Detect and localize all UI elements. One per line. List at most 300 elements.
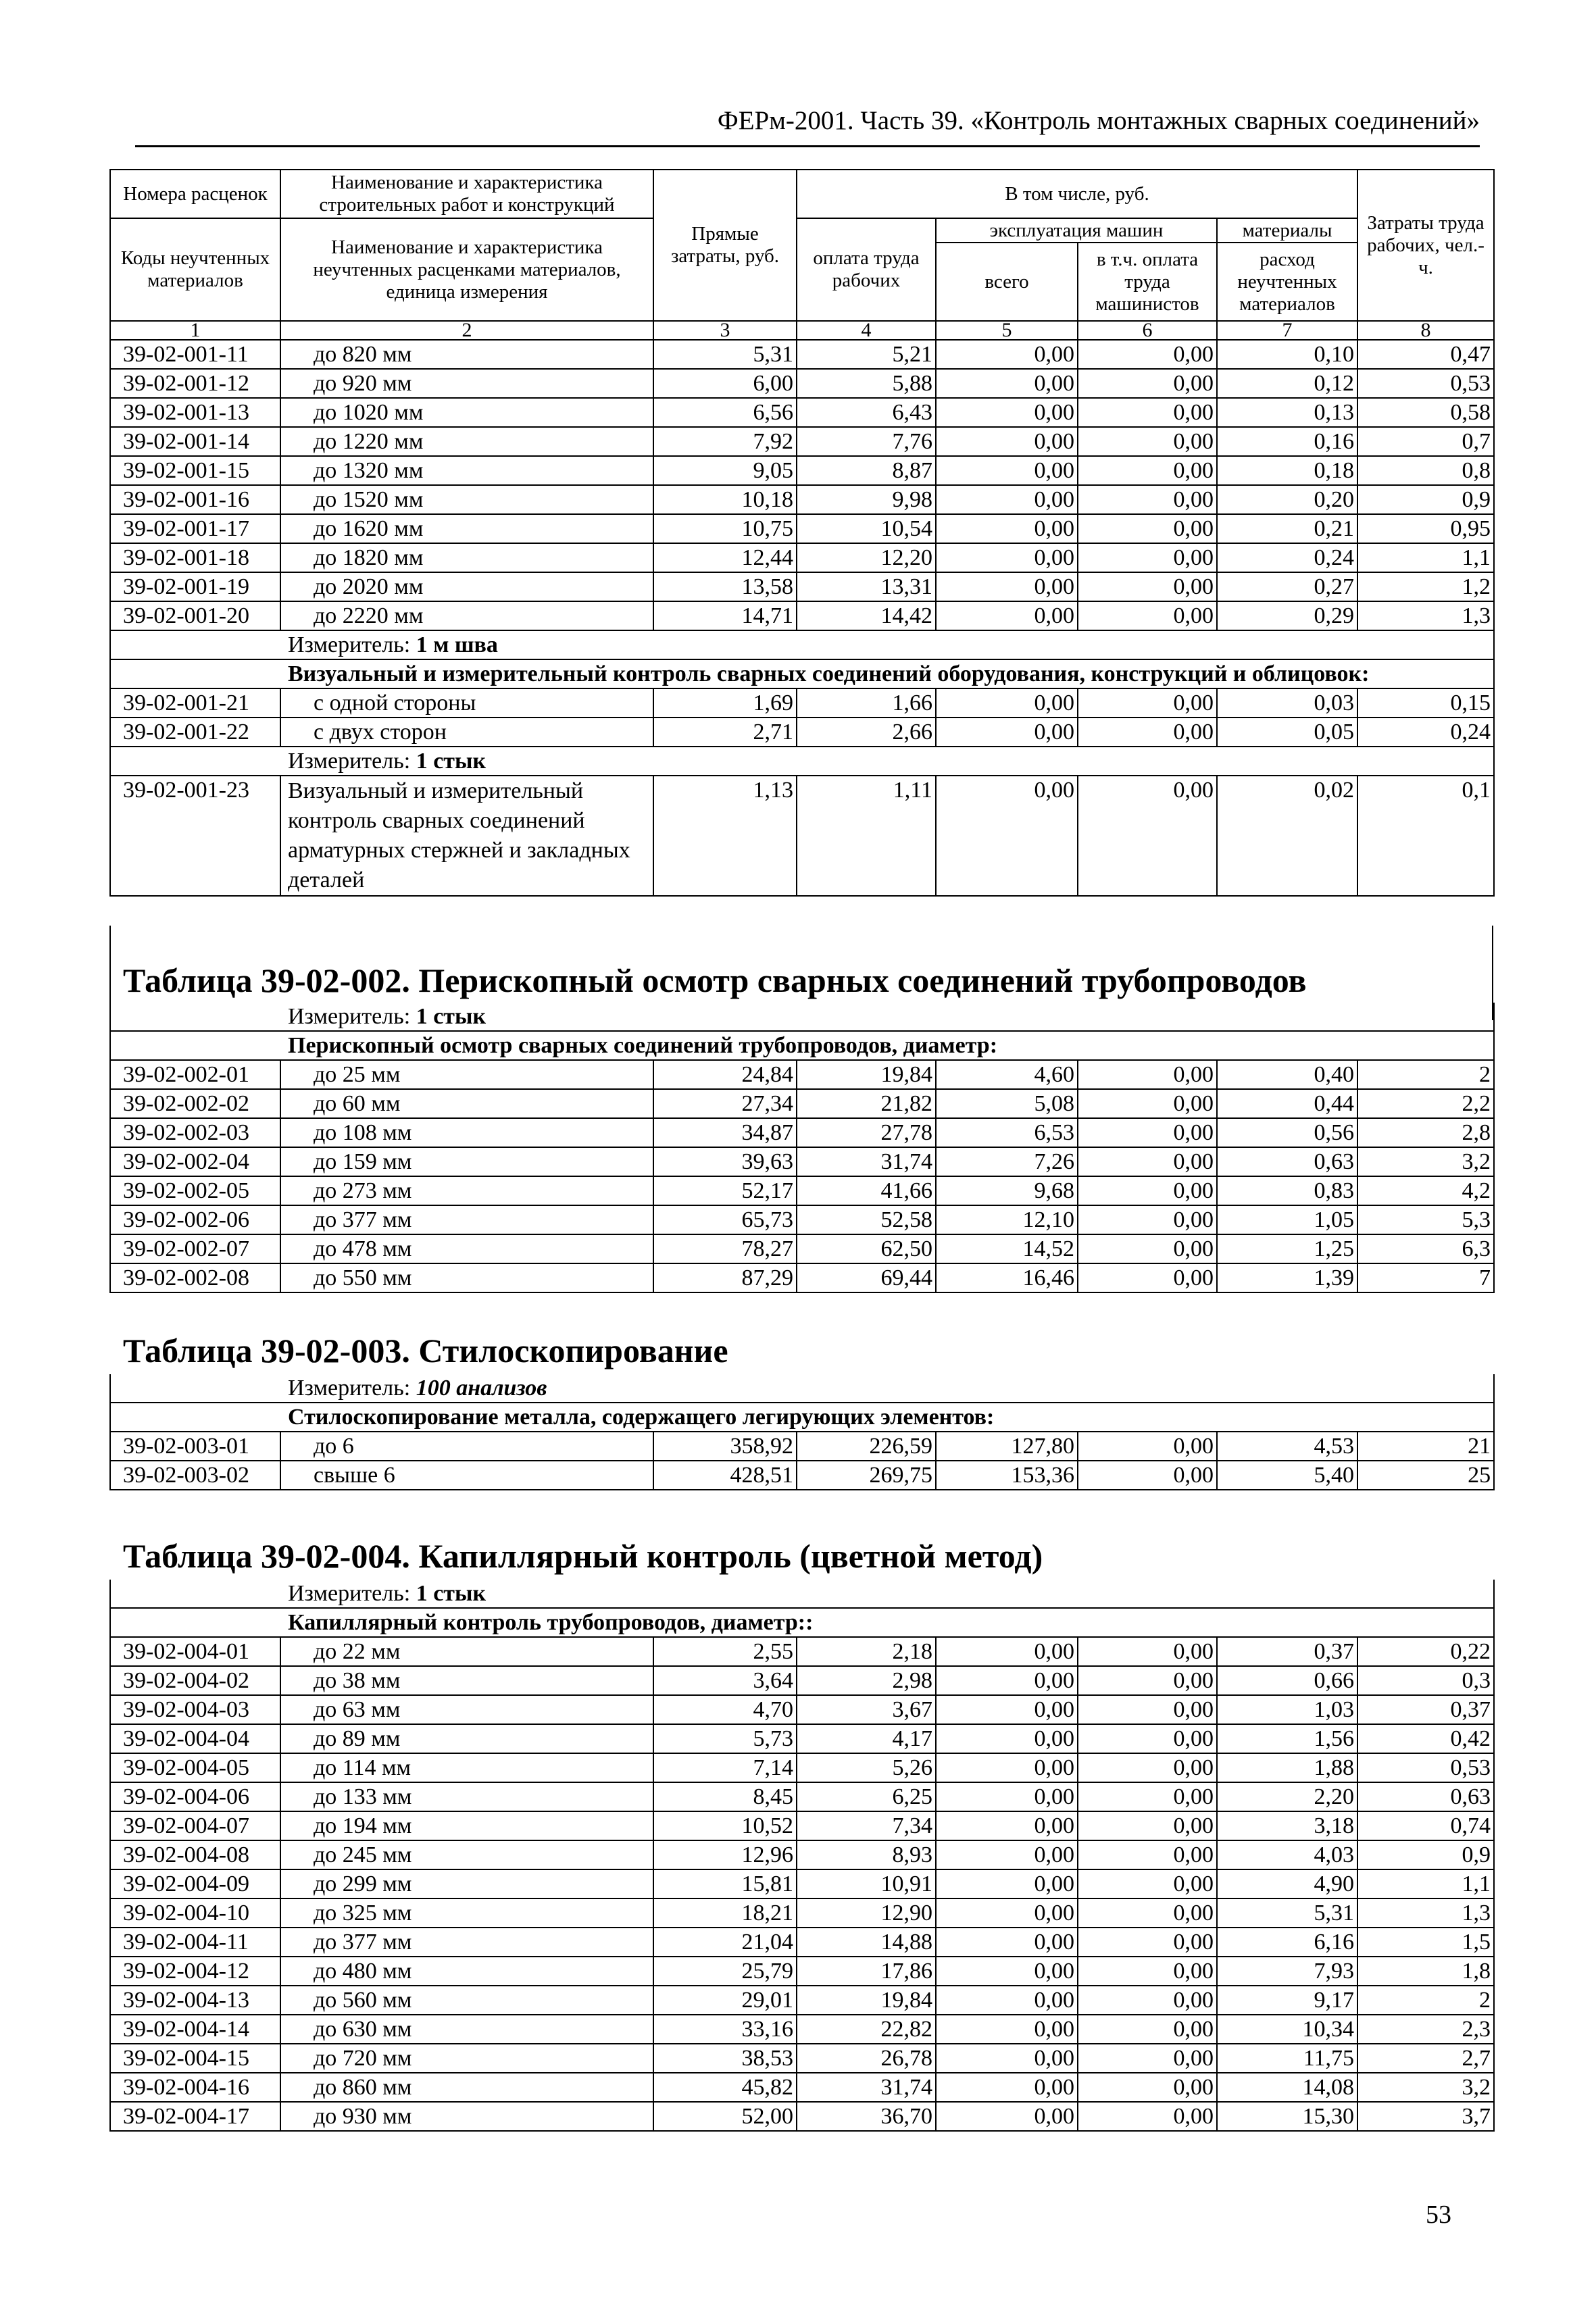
work-name-cell: до 159 мм: [280, 1147, 653, 1176]
rate-code-cell: 39-02-002-03: [110, 1118, 280, 1147]
labor-hours-cell: 0,8: [1357, 456, 1494, 485]
direct-costs-cell: 3,64: [653, 1666, 797, 1695]
worker-pay-cell: 69,44: [797, 1263, 936, 1292]
labor-hours-cell: 0,24: [1357, 718, 1494, 747]
rate-code-cell: 39-02-004-12: [110, 1957, 280, 1986]
rate-code-cell: 39-02-004-14: [110, 2015, 280, 2044]
column-number: 3: [653, 321, 797, 340]
labor-hours-cell: 3,7: [1357, 2102, 1494, 2131]
rate-code-cell: 39-02-004-09: [110, 1869, 280, 1898]
work-name-cell: до 22 мм: [280, 1637, 653, 1666]
worker-pay-cell: 1,11: [797, 776, 936, 896]
direct-costs-cell: 34,87: [653, 1118, 797, 1147]
rate-code-cell: 39-02-004-16: [110, 2073, 280, 2102]
meter-line: Измеритель: 1 стык: [110, 1003, 1494, 1031]
labor-hours-cell: 5,3: [1357, 1205, 1494, 1234]
machinist-pay-cell: 0,00: [1078, 1782, 1217, 1811]
col-head-worker-pay: оплата труда рабочих: [797, 218, 936, 321]
work-name-cell: до 60 мм: [280, 1089, 653, 1118]
machinist-pay-cell: 0,00: [1078, 1811, 1217, 1840]
machines-total-cell: 0,00: [936, 514, 1078, 543]
table-row: [110, 1724, 1494, 1753]
direct-costs-cell: 10,18: [653, 485, 797, 514]
machines-total-cell: 0,00: [936, 427, 1078, 456]
column-number: 5: [936, 321, 1078, 340]
table-row: [110, 1205, 1494, 1234]
machines-total-cell: 0,00: [936, 572, 1078, 601]
materials-cell: 0,83: [1217, 1176, 1357, 1205]
machinist-pay-cell: 0,00: [1078, 776, 1217, 896]
work-name-cell: до 1220 мм: [280, 427, 653, 456]
rate-code-cell: 39-02-004-11: [110, 1928, 280, 1957]
work-name-cell: свыше 6: [280, 1461, 653, 1490]
rate-code-cell: 39-02-001-20: [110, 601, 280, 630]
work-name-cell: до 63 мм: [280, 1695, 653, 1724]
worker-pay-cell: 9,98: [797, 485, 936, 514]
materials-cell: 0,16: [1217, 427, 1357, 456]
machines-total-cell: 0,00: [936, 1898, 1078, 1928]
worker-pay-cell: 1,66: [797, 688, 936, 718]
rate-code-cell: 39-02-004-05: [110, 1753, 280, 1782]
worker-pay-cell: 7,34: [797, 1811, 936, 1840]
column-number: 1: [110, 321, 280, 340]
materials-cell: 4,53: [1217, 1432, 1357, 1461]
work-name-cell: до 89 мм: [280, 1724, 653, 1753]
direct-costs-cell: 29,01: [653, 1986, 797, 2015]
machines-total-cell: 153,36: [936, 1461, 1078, 1490]
direct-costs-cell: 39,63: [653, 1147, 797, 1176]
meter-line: Измеритель: 1 м шва: [110, 630, 1494, 659]
materials-cell: 0,27: [1217, 572, 1357, 601]
machinist-pay-cell: 0,00: [1078, 340, 1217, 369]
machinist-pay-cell: 0,00: [1078, 1263, 1217, 1292]
worker-pay-cell: 52,58: [797, 1205, 936, 1234]
labor-hours-cell: 6,3: [1357, 1234, 1494, 1263]
materials-cell: 3,18: [1217, 1811, 1357, 1840]
machinist-pay-cell: 0,00: [1078, 1869, 1217, 1898]
work-name-cell: до 480 мм: [280, 1957, 653, 1986]
worker-pay-cell: 27,78: [797, 1118, 936, 1147]
worker-pay-cell: 6,25: [797, 1782, 936, 1811]
labor-hours-cell: 2,8: [1357, 1118, 1494, 1147]
machinist-pay-cell: 0,00: [1078, 1637, 1217, 1666]
table-row: [110, 1461, 1494, 1490]
direct-costs-cell: 52,00: [653, 2102, 797, 2131]
rates-table-39-02-002: [109, 1003, 1495, 1293]
direct-costs-cell: 65,73: [653, 1205, 797, 1234]
rate-code-cell: 39-02-004-04: [110, 1724, 280, 1753]
direct-costs-cell: 12,96: [653, 1840, 797, 1869]
labor-hours-cell: 0,53: [1357, 1753, 1494, 1782]
table-row: [110, 1695, 1494, 1724]
labor-hours-cell: 0,9: [1357, 485, 1494, 514]
rate-code-cell: 39-02-001-18: [110, 543, 280, 572]
machinist-pay-cell: 0,00: [1078, 1957, 1217, 1986]
machinist-pay-cell: 0,00: [1078, 1234, 1217, 1263]
machinist-pay-cell: 0,00: [1078, 398, 1217, 427]
page-number: 53: [1426, 2200, 1451, 2229]
rate-code-cell: 39-02-002-05: [110, 1176, 280, 1205]
machines-total-cell: 5,08: [936, 1089, 1078, 1118]
work-name-cell: до 560 мм: [280, 1986, 653, 2015]
section-heading: Капиллярный контроль трубопроводов, диаметр::: [110, 1608, 1494, 1637]
direct-costs-cell: 10,52: [653, 1811, 797, 1840]
rate-code-cell: 39-02-001-19: [110, 572, 280, 601]
materials-cell: 14,08: [1217, 2073, 1357, 2102]
table-row: [110, 1928, 1494, 1957]
work-name-cell: до 550 мм: [280, 1263, 653, 1292]
labor-hours-cell: 1,2: [1357, 572, 1494, 601]
labor-hours-cell: 2: [1357, 1060, 1494, 1089]
labor-hours-cell: 0,74: [1357, 1811, 1494, 1840]
work-name-cell: до 133 мм: [280, 1782, 653, 1811]
table-row: [110, 427, 1494, 456]
direct-costs-cell: 5,73: [653, 1724, 797, 1753]
work-name-cell: до 245 мм: [280, 1840, 653, 1869]
worker-pay-cell: 22,82: [797, 2015, 936, 2044]
direct-costs-cell: 27,34: [653, 1089, 797, 1118]
work-name-cell: до 630 мм: [280, 2015, 653, 2044]
materials-cell: 10,34: [1217, 2015, 1357, 2044]
worker-pay-cell: 2,18: [797, 1637, 936, 1666]
table-row: [110, 340, 1494, 369]
work-name-cell: до 273 мм: [280, 1176, 653, 1205]
work-name-cell: до 25 мм: [280, 1060, 653, 1089]
machinist-pay-cell: 0,00: [1078, 485, 1217, 514]
machinist-pay-cell: 0,00: [1078, 456, 1217, 485]
table-row: [110, 1666, 1494, 1695]
machines-total-cell: 4,60: [936, 1060, 1078, 1089]
materials-cell: 1,25: [1217, 1234, 1357, 1263]
direct-costs-cell: 6,00: [653, 369, 797, 398]
materials-cell: 9,17: [1217, 1986, 1357, 2015]
worker-pay-cell: 2,66: [797, 718, 936, 747]
direct-costs-cell: 8,45: [653, 1782, 797, 1811]
labor-hours-cell: 25: [1357, 1461, 1494, 1490]
direct-costs-cell: 18,21: [653, 1898, 797, 1928]
work-name-cell: до 1620 мм: [280, 514, 653, 543]
labor-hours-cell: 21: [1357, 1432, 1494, 1461]
machinist-pay-cell: 0,00: [1078, 369, 1217, 398]
labor-hours-cell: 0,95: [1357, 514, 1494, 543]
table-row: [110, 1869, 1494, 1898]
machines-total-cell: 0,00: [936, 369, 1078, 398]
materials-cell: 0,21: [1217, 514, 1357, 543]
section-heading: Перископный осмотр сварных соединений трубопроводов, диаметр:: [110, 1031, 1494, 1060]
direct-costs-cell: 1,13: [653, 776, 797, 896]
col-head-machines: эксплуатация машин: [936, 218, 1217, 243]
work-name-cell: до 325 мм: [280, 1898, 653, 1928]
machinist-pay-cell: 0,00: [1078, 688, 1217, 718]
materials-cell: 0,05: [1217, 718, 1357, 747]
machines-total-cell: 9,68: [936, 1176, 1078, 1205]
direct-costs-cell: 428,51: [653, 1461, 797, 1490]
machinist-pay-cell: 0,00: [1078, 2015, 1217, 2044]
rate-code-cell: 39-02-004-01: [110, 1637, 280, 1666]
machines-total-cell: 0,00: [936, 1957, 1078, 1986]
materials-cell: 7,93: [1217, 1957, 1357, 1986]
work-name-cell: до 478 мм: [280, 1234, 653, 1263]
labor-hours-cell: 2,2: [1357, 1089, 1494, 1118]
labor-hours-cell: 2: [1357, 1986, 1494, 2015]
labor-hours-cell: 0,22: [1357, 1637, 1494, 1666]
work-name-cell: до 38 мм: [280, 1666, 653, 1695]
machinist-pay-cell: 0,00: [1078, 2073, 1217, 2102]
machines-total-cell: 0,00: [936, 485, 1078, 514]
rate-code-cell: 39-02-001-22: [110, 718, 280, 747]
work-name-cell: до 860 мм: [280, 2073, 653, 2102]
work-name-cell: до 720 мм: [280, 2044, 653, 2073]
work-name-cell: до 377 мм: [280, 1928, 653, 1957]
labor-hours-cell: 0,15: [1357, 688, 1494, 718]
table-row: [110, 1782, 1494, 1811]
direct-costs-cell: 7,92: [653, 427, 797, 456]
col-head-machinist-pay: в т.ч. оплата труда машинистов: [1078, 243, 1217, 321]
labor-hours-cell: 4,2: [1357, 1176, 1494, 1205]
labor-hours-cell: 1,1: [1357, 543, 1494, 572]
direct-costs-cell: 87,29: [653, 1263, 797, 1292]
table-title-39-02-003: Таблица 39-02-003. Стилоскопирование: [123, 1332, 728, 1369]
table-row: [110, 1147, 1494, 1176]
col-head-labor-hours: Затраты труда рабочих, чел.-ч.: [1357, 170, 1494, 321]
section-heading: Стилоскопирование металла, содержащего легирующих элементов:: [110, 1403, 1494, 1432]
machinist-pay-cell: 0,00: [1078, 1928, 1217, 1957]
machines-total-cell: 0,00: [936, 1869, 1078, 1898]
meter-line: Измеритель: 100 анализов: [110, 1374, 1494, 1403]
worker-pay-cell: 8,87: [797, 456, 936, 485]
rate-code-cell: 39-02-003-02: [110, 1461, 280, 1490]
materials-cell: 0,63: [1217, 1147, 1357, 1176]
col-head-name-bottom: Наименование и характеристика неучтенных расценками материалов, единица измерения: [280, 218, 653, 321]
table-row: [110, 369, 1494, 398]
worker-pay-cell: 5,21: [797, 340, 936, 369]
col-head-including: В том числе, руб.: [797, 170, 1357, 218]
rate-code-cell: 39-02-001-23: [110, 776, 280, 896]
rate-code-cell: 39-02-001-12: [110, 369, 280, 398]
labor-hours-cell: 1,1: [1357, 1869, 1494, 1898]
direct-costs-cell: 2,71: [653, 718, 797, 747]
work-name-cell: до 820 мм: [280, 340, 653, 369]
rate-code-cell: 39-02-004-07: [110, 1811, 280, 1840]
labor-hours-cell: 1,8: [1357, 1957, 1494, 1986]
rates-table-39-02-001: [109, 169, 1495, 897]
work-name-cell: до 2020 мм: [280, 572, 653, 601]
labor-hours-cell: 1,5: [1357, 1928, 1494, 1957]
work-name-cell: с одной стороны: [280, 688, 653, 718]
labor-hours-cell: 3,2: [1357, 1147, 1494, 1176]
direct-costs-cell: 358,92: [653, 1432, 797, 1461]
machines-total-cell: 14,52: [936, 1234, 1078, 1263]
materials-cell: 4,90: [1217, 1869, 1357, 1898]
rate-code-cell: 39-02-002-07: [110, 1234, 280, 1263]
labor-hours-cell: 1,3: [1357, 1898, 1494, 1928]
materials-cell: 5,40: [1217, 1461, 1357, 1490]
column-number: 6: [1078, 321, 1217, 340]
labor-hours-cell: 1,3: [1357, 601, 1494, 630]
machinist-pay-cell: 0,00: [1078, 1205, 1217, 1234]
table-row: [110, 1811, 1494, 1840]
materials-cell: 0,37: [1217, 1637, 1357, 1666]
machines-total-cell: 0,00: [936, 1637, 1078, 1666]
materials-cell: 11,75: [1217, 2044, 1357, 2073]
materials-cell: 1,56: [1217, 1724, 1357, 1753]
rate-code-cell: 39-02-002-06: [110, 1205, 280, 1234]
table-row: [110, 543, 1494, 572]
worker-pay-cell: 19,84: [797, 1986, 936, 2015]
machinist-pay-cell: 0,00: [1078, 427, 1217, 456]
rate-code-cell: 39-02-001-17: [110, 514, 280, 543]
table-row: [110, 1176, 1494, 1205]
col-head-direct-costs: Прямые затраты, руб.: [653, 170, 797, 321]
machinist-pay-cell: 0,00: [1078, 1089, 1217, 1118]
direct-costs-cell: 4,70: [653, 1695, 797, 1724]
direct-costs-cell: 14,71: [653, 601, 797, 630]
machinist-pay-cell: 0,00: [1078, 1898, 1217, 1928]
machinist-pay-cell: 0,00: [1078, 1461, 1217, 1490]
table-row: [110, 1089, 1494, 1118]
rate-code-cell: 39-02-004-17: [110, 2102, 280, 2131]
work-name-cell: до 2220 мм: [280, 601, 653, 630]
materials-cell: 0,20: [1217, 485, 1357, 514]
materials-cell: 2,20: [1217, 1782, 1357, 1811]
worker-pay-cell: 13,31: [797, 572, 936, 601]
machines-total-cell: 0,00: [936, 1724, 1078, 1753]
materials-cell: 0,56: [1217, 1118, 1357, 1147]
table-row: [110, 2073, 1494, 2102]
section-heading: Визуальный и измерительный контроль сварных соединений оборудования, конструкций и облицовок:: [110, 659, 1494, 688]
table-row: [110, 718, 1494, 747]
work-name-cell: до 299 мм: [280, 1869, 653, 1898]
materials-cell: 5,31: [1217, 1898, 1357, 1928]
rate-code-cell: 39-02-004-10: [110, 1898, 280, 1928]
rate-code-cell: 39-02-001-13: [110, 398, 280, 427]
rate-code-cell: 39-02-004-08: [110, 1840, 280, 1869]
col-head-materials: материалы: [1217, 218, 1357, 243]
rate-code-cell: 39-02-001-16: [110, 485, 280, 514]
materials-cell: 1,05: [1217, 1205, 1357, 1234]
worker-pay-cell: 31,74: [797, 1147, 936, 1176]
work-name-cell: до 1020 мм: [280, 398, 653, 427]
table-row: [110, 1986, 1494, 2015]
worker-pay-cell: 17,86: [797, 1957, 936, 1986]
labor-hours-cell: 0,58: [1357, 398, 1494, 427]
machines-total-cell: 0,00: [936, 1753, 1078, 1782]
direct-costs-cell: 13,58: [653, 572, 797, 601]
table-title-39-02-004: Таблица 39-02-004. Капиллярный контроль (цветной метод): [123, 1537, 1043, 1575]
labor-hours-cell: 0,7: [1357, 427, 1494, 456]
column-number: 4: [797, 321, 936, 340]
machines-total-cell: 0,00: [936, 456, 1078, 485]
machinist-pay-cell: 0,00: [1078, 1666, 1217, 1695]
worker-pay-cell: 5,88: [797, 369, 936, 398]
machines-total-cell: 0,00: [936, 601, 1078, 630]
worker-pay-cell: 7,76: [797, 427, 936, 456]
machines-total-cell: 0,00: [936, 2015, 1078, 2044]
direct-costs-cell: 9,05: [653, 456, 797, 485]
worker-pay-cell: 14,42: [797, 601, 936, 630]
table-row: [110, 485, 1494, 514]
machines-total-cell: 12,10: [936, 1205, 1078, 1234]
machines-total-cell: 0,00: [936, 340, 1078, 369]
machines-total-cell: 0,00: [936, 776, 1078, 896]
machines-total-cell: 0,00: [936, 2102, 1078, 2131]
materials-cell: 15,30: [1217, 2102, 1357, 2131]
table-row: [110, 776, 1494, 896]
col-head-codes-top: Номера расценок: [110, 170, 280, 218]
table-row: [110, 2015, 1494, 2044]
labor-hours-cell: 2,3: [1357, 2015, 1494, 2044]
rate-code-cell: 39-02-003-01: [110, 1432, 280, 1461]
machines-total-cell: 6,53: [936, 1118, 1078, 1147]
direct-costs-cell: 1,69: [653, 688, 797, 718]
machines-total-cell: 0,00: [936, 1695, 1078, 1724]
materials-cell: 6,16: [1217, 1928, 1357, 1957]
work-name-cell: до 194 мм: [280, 1811, 653, 1840]
column-number: 8: [1357, 321, 1494, 340]
materials-cell: 0,29: [1217, 601, 1357, 630]
col-head-codes-bottom: Коды неучтенных материалов: [110, 218, 280, 321]
machinist-pay-cell: 0,00: [1078, 1753, 1217, 1782]
direct-costs-cell: 12,44: [653, 543, 797, 572]
rate-code-cell: 39-02-002-08: [110, 1263, 280, 1292]
worker-pay-cell: 62,50: [797, 1234, 936, 1263]
worker-pay-cell: 12,90: [797, 1898, 936, 1928]
rate-code-cell: 39-02-001-15: [110, 456, 280, 485]
labor-hours-cell: 0,1: [1357, 776, 1494, 896]
direct-costs-cell: 52,17: [653, 1176, 797, 1205]
machinist-pay-cell: 0,00: [1078, 543, 1217, 572]
machinist-pay-cell: 0,00: [1078, 1432, 1217, 1461]
direct-costs-cell: 5,31: [653, 340, 797, 369]
table-row: [110, 572, 1494, 601]
worker-pay-cell: 2,98: [797, 1666, 936, 1695]
worker-pay-cell: 12,20: [797, 543, 936, 572]
table-row: [110, 1432, 1494, 1461]
materials-cell: 0,66: [1217, 1666, 1357, 1695]
machines-total-cell: 0,00: [936, 1666, 1078, 1695]
rate-code-cell: 39-02-001-21: [110, 688, 280, 718]
work-name-cell: Визуальный и измерительный контроль сварных соединений арматурных стержней и закладных деталей: [280, 776, 653, 896]
table-row: [110, 688, 1494, 718]
worker-pay-cell: 10,91: [797, 1869, 936, 1898]
machinist-pay-cell: 0,00: [1078, 1147, 1217, 1176]
work-name-cell: до 1320 мм: [280, 456, 653, 485]
labor-hours-cell: 0,37: [1357, 1695, 1494, 1724]
worker-pay-cell: 6,43: [797, 398, 936, 427]
materials-cell: 0,24: [1217, 543, 1357, 572]
machinist-pay-cell: 0,00: [1078, 1060, 1217, 1089]
machinist-pay-cell: 0,00: [1078, 514, 1217, 543]
direct-costs-cell: 2,55: [653, 1637, 797, 1666]
labor-hours-cell: 2,7: [1357, 2044, 1494, 2073]
machines-total-cell: 0,00: [936, 2044, 1078, 2073]
machines-total-cell: 0,00: [936, 1840, 1078, 1869]
worker-pay-cell: 3,67: [797, 1695, 936, 1724]
machinist-pay-cell: 0,00: [1078, 1176, 1217, 1205]
column-number: 7: [1217, 321, 1357, 340]
col-head-total: всего: [936, 243, 1078, 321]
direct-costs-cell: 78,27: [653, 1234, 797, 1263]
machinist-pay-cell: 0,00: [1078, 572, 1217, 601]
work-name-cell: до 930 мм: [280, 2102, 653, 2131]
materials-cell: 1,39: [1217, 1263, 1357, 1292]
rate-code-cell: 39-02-002-01: [110, 1060, 280, 1089]
table-row: [110, 1840, 1494, 1869]
machines-total-cell: 7,26: [936, 1147, 1078, 1176]
materials-cell: 0,18: [1217, 456, 1357, 485]
machinist-pay-cell: 0,00: [1078, 1724, 1217, 1753]
direct-costs-cell: 38,53: [653, 2044, 797, 2073]
